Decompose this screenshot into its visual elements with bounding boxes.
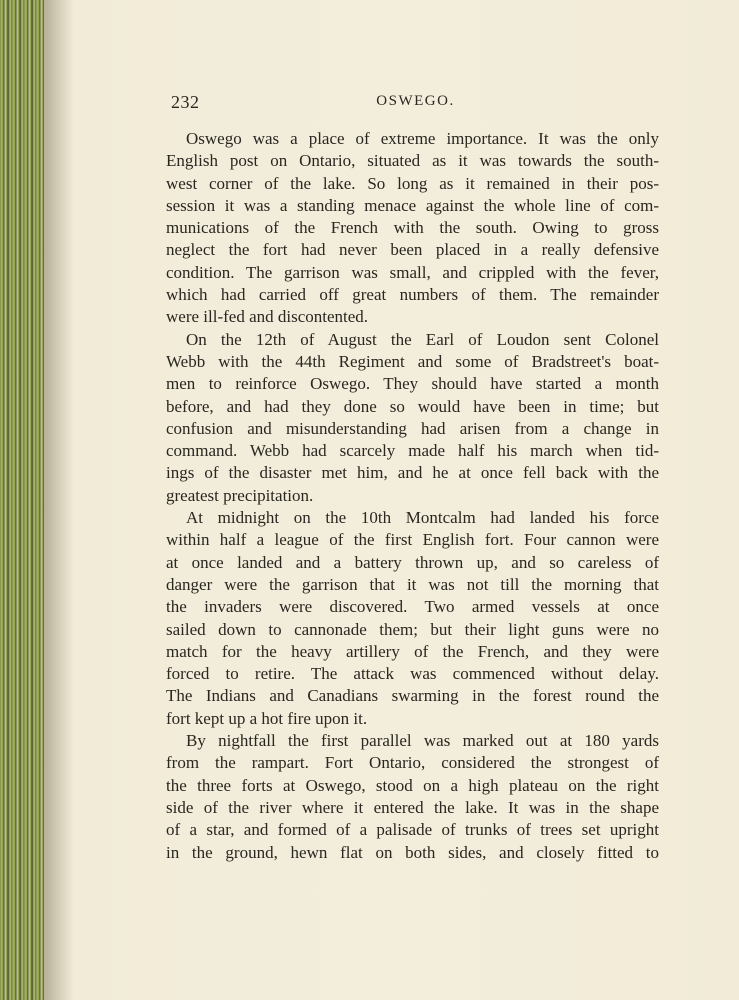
text-line: session it was a standing menace against the whole line of com- xyxy=(166,195,659,215)
text-line: ings of the disaster met him, and he at once fell back with the xyxy=(166,463,659,483)
text-line: in the ground, hewn flat on both sides, and closely fitted to xyxy=(166,842,659,862)
page-header xyxy=(171,92,660,114)
text-line: The Indians and Canadians swarming in the forest round the xyxy=(166,686,659,706)
text-line: men to reinforce Oswego. They should have started a month xyxy=(166,374,659,394)
text-line: west corner of the lake. So long as it remained in their pos- xyxy=(166,173,659,193)
text-line: sailed down to cannonade them; but their light guns were no xyxy=(166,619,659,639)
running-head: OSWEGO. xyxy=(376,93,455,109)
text-line: Webb with the 44th Regiment and some of Bradstreet's boat- xyxy=(166,351,659,371)
text-line: which had carried off great numbers of them. The remainder xyxy=(166,285,659,305)
text-line: On the 12th of August the Earl of Loudon sent Colonel xyxy=(186,329,659,349)
text-line: fort kept up a hot fire upon it. xyxy=(166,708,368,728)
text-line: side of the river where it entered the lake. It was in the shape xyxy=(166,797,659,817)
text-line: At midnight on the 10th Montcalm had landed his force xyxy=(186,508,659,528)
text-line: English post on Ontario, situated as it was towards the south- xyxy=(166,151,659,171)
text-line: munications of the French with the south. Owing to gross xyxy=(166,218,659,238)
text-line: confusion and misunderstanding had arisen from a change in xyxy=(166,418,659,438)
text-line: the invaders were discovered. Two armed vessels at once xyxy=(166,597,659,617)
text-line: match for the heavy artillery of the French, and they were xyxy=(166,641,659,661)
text-line: neglect the fort had never been placed in a really defensive xyxy=(166,240,659,260)
text-line: from the rampart. Fort Ontario, considered the strongest of xyxy=(166,753,659,773)
paragraph-4 xyxy=(166,730,659,864)
text-line: forced to retire. The attack was commenced without delay. xyxy=(166,664,659,684)
text-line: before, and had they done so would have been in time; but xyxy=(166,396,659,416)
paragraph-2 xyxy=(166,329,659,507)
book-binding-edge xyxy=(0,0,44,1000)
text-line: greatest precipitation. xyxy=(166,485,314,505)
text-line: the three forts at Oswego, stood on a high plateau on the right xyxy=(166,775,659,795)
paragraph-3 xyxy=(166,507,659,730)
gutter-shadow xyxy=(44,0,74,1000)
body-text xyxy=(166,128,659,864)
text-line: within half a league of the first English fort. Four cannon were xyxy=(166,530,659,550)
text-line: of a star, and formed of a palisade of trunks of trees set upright xyxy=(166,820,659,840)
text-line: were ill-fed and discontented. xyxy=(166,307,369,327)
text-line: danger were the garrison that it was not till the morning that xyxy=(166,574,659,594)
text-line: Oswego was a place of extreme importance. It was the only xyxy=(186,129,659,148)
text-line: By nightfall the first parallel was marked out at 180 yards xyxy=(186,731,659,751)
text-line: condition. The garrison was small, and crippled with the fever, xyxy=(166,262,659,282)
paragraph-1 xyxy=(166,128,659,329)
text-line: command. Webb had scarcely made half his march when tid- xyxy=(166,441,659,461)
page-number: 232 xyxy=(171,92,200,112)
text-line: at once landed and a battery thrown up, and so careless of xyxy=(166,552,659,572)
